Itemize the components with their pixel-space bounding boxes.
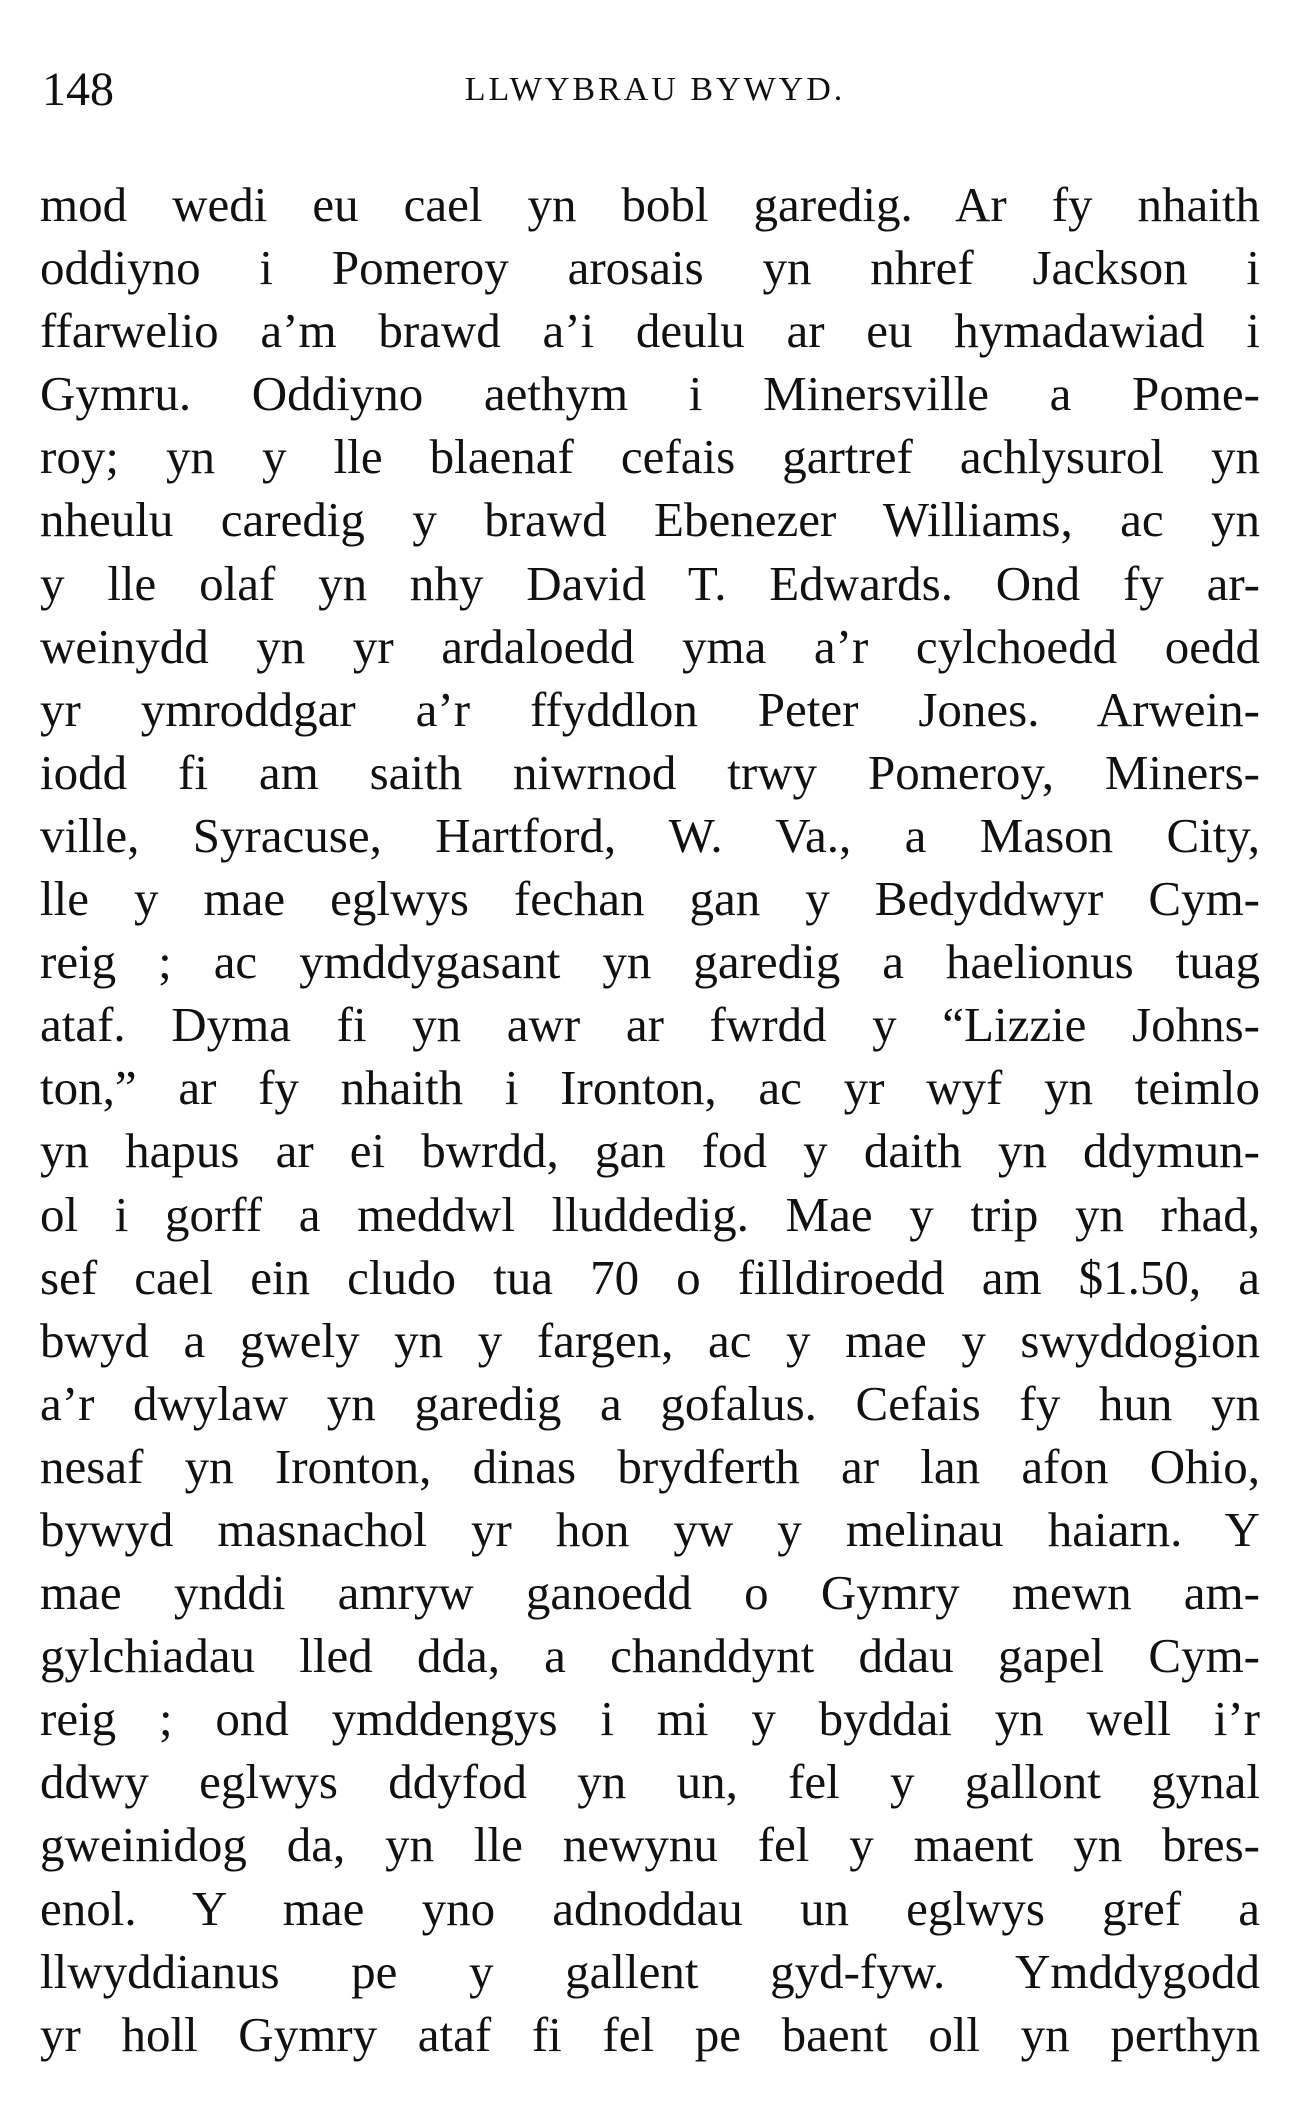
text-line: ville, Syracuse, Hartford, W. Va., a Mason City, (40, 807, 1260, 863)
text-line: ton,” ar fy nhaith i Ironton, ac yr wyf yn teimlo (40, 1060, 1260, 1116)
text-line: nheulu caredig y brawd Ebenezer Williams, ac yn (40, 492, 1260, 548)
text-line: mae ynddi amryw ganoedd o Gymry mewn am- (40, 1565, 1260, 1621)
text-line: llwyddianus pe y gallent gyd-fyw. Ymddygodd (40, 1943, 1260, 1999)
text-line: yr ymroddgar a’r ffyddlon Peter Jones. Arwein- (40, 681, 1260, 737)
text-line: reig ; ond ymddengys i mi y byddai yn well i’r (40, 1691, 1260, 1747)
text-line: mod wedi eu cael yn bobl garedig. Ar fy nhaith (40, 177, 1260, 232)
text-line: ataf. Dyma fi yn awr ar fwrdd y “Lizzie Johns- (40, 997, 1260, 1053)
text-line: Gymru. Oddiyno aethym i Minersville a Pome- (40, 366, 1260, 422)
text-line: bwyd a gwely yn y fargen, ac y mae y swyddogion (40, 1312, 1260, 1368)
text-line: sef cael ein cludo tua 70 o filldiroedd am $1.50, a (40, 1249, 1260, 1305)
text-line: ol i gorff a meddwl lluddedig. Mae y trip yn rhad, (40, 1186, 1260, 1242)
text-line: roy; yn y lle blaenaf cefais gartref achlysurol yn (40, 429, 1260, 485)
body-text (40, 173, 1260, 2066)
text-line: ffarwelio a’m brawd a’i deulu ar eu hymadawiad i (40, 303, 1260, 359)
text-line: enol. Y mae yno adnoddau un eglwys gref a (40, 1880, 1260, 1936)
text-line: gylchiadau lled dda, a chanddynt ddau gapel Cym- (40, 1628, 1260, 1684)
text-line: nesaf yn Ironton, dinas brydferth ar lan afon Ohio, (40, 1438, 1260, 1494)
page-number: 148 (42, 63, 114, 116)
text-line: yn hapus ar ei bwrdd, gan fod y daith yn ddymun- (40, 1123, 1260, 1179)
text-line: y lle olaf yn nhy David T. Edwards. Ond fy ar- (40, 555, 1260, 611)
page-header (42, 60, 1268, 120)
text-line: yr holl Gymry ataf fi fel pe baent oll yn perthyn (40, 2006, 1260, 2062)
text-line: gweinidog da, yn lle newynu fel y maent yn bres- (40, 1817, 1260, 1873)
text-line: ddwy eglwys ddyfod yn un, fel y gallont gynal (40, 1754, 1260, 1810)
text-line: bywyd masnachol yr hon yw y melinau haiarn. Y (40, 1501, 1260, 1557)
text-line: weinydd yn yr ardaloedd yma a’r cylchoedd oedd (40, 618, 1260, 674)
text-line: a’r dwylaw yn garedig a gofalus. Cefais fy hun yn (40, 1375, 1260, 1431)
text-line: reig ; ac ymddygasant yn garedig a haelionus tuag (40, 934, 1260, 990)
text-line: lle y mae eglwys fechan gan y Bedyddwyr Cym- (40, 871, 1260, 927)
running-head: LLWYBRAU BYWYD. (464, 71, 846, 108)
text-line: oddiyno i Pomeroy arosais yn nhref Jackson i (40, 240, 1260, 296)
text-line: iodd fi am saith niwrnod trwy Pomeroy, Miners- (40, 744, 1260, 800)
